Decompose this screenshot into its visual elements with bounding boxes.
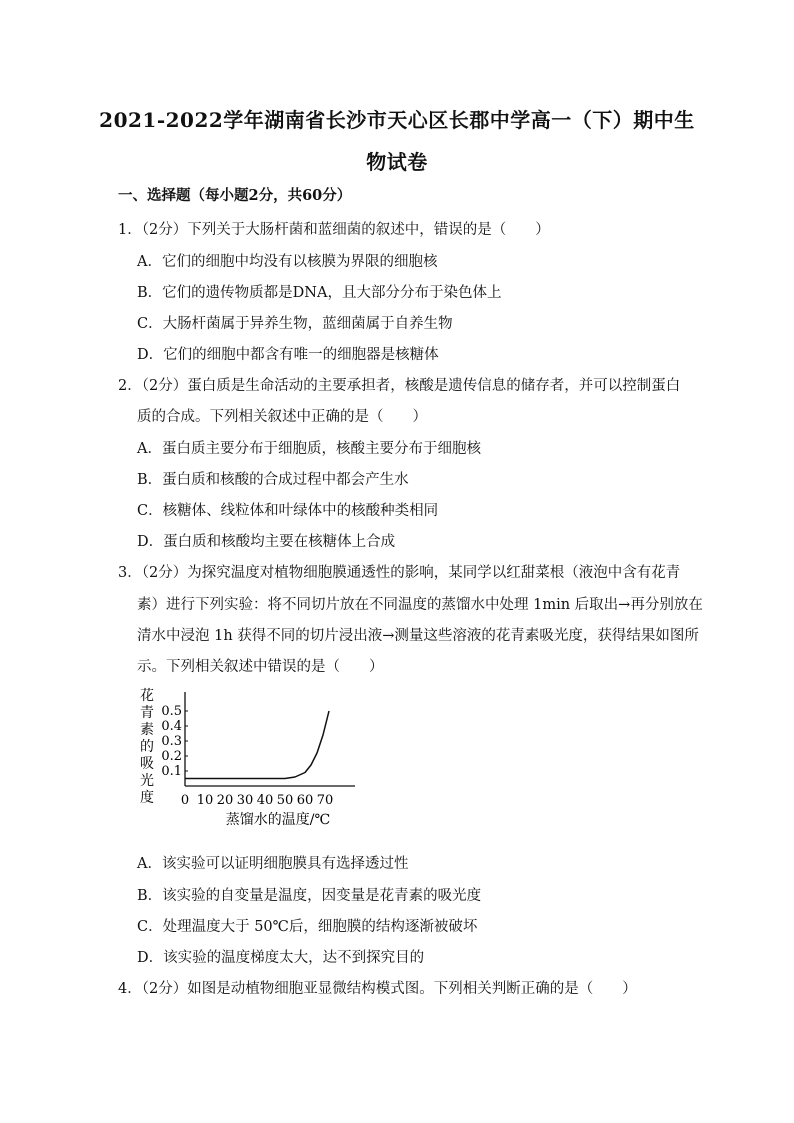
question-3-stem-line-1: 3．（2分）为探究温度对植物细胞膜通透性的影响，某同学以红甜菜根（液泡中含有花青 xyxy=(118,565,681,581)
y-tick-label: 0.5 xyxy=(161,704,182,719)
y-tick-label: 0.1 xyxy=(161,764,182,779)
x-tick-label: 60 xyxy=(296,793,314,808)
question-2-option-b: B．蛋白质和核酸的合成过程中都会产生水 xyxy=(137,472,409,488)
absorbance-curve xyxy=(185,711,329,779)
x-tick-label: 40 xyxy=(256,793,274,808)
y-tick-label: 0.3 xyxy=(161,734,182,749)
question-3-option-c: C．处理温度大于 50℃后，细胞膜的结构逐渐被破坏 xyxy=(137,919,478,935)
question-4-stem: 4．（2分）如图是动植物细胞亚显微结构模式图。下列相关判断正确的是（ ） xyxy=(118,981,637,997)
question-1-option-a: A．它们的细胞中均没有以核膜为界限的细胞核 xyxy=(137,254,438,270)
page-title-line-2: 物试卷 xyxy=(366,150,428,174)
question-1-option-b: B．它们的遗传物质都是DNA，且大部分分布于染色体上 xyxy=(137,285,502,301)
y-axis-label-char: 的 xyxy=(140,739,154,755)
y-tick-label: 0.2 xyxy=(161,749,182,764)
question-3-option-d: D．该实验的温度梯度太大，达不到探究目的 xyxy=(137,950,425,966)
question-2-option-c: C．核糖体、线粒体和叶绿体中的核酸种类相同 xyxy=(137,503,439,519)
y-axis-label-char: 光 xyxy=(140,773,154,789)
x-tick-label: 10 xyxy=(196,793,214,808)
question-1-option-d: D．它们的细胞中都含有唯一的细胞器是核糖体 xyxy=(137,347,439,363)
question-3-stem-line-3: 清水中浸泡 1h 获得不同的切片浸出液→测量这些溶液的花青素吸光度，获得结果如图所 xyxy=(137,628,699,644)
x-axis-label: 蒸馏水的温度/℃ xyxy=(225,812,331,828)
y-axis-label-char: 吸 xyxy=(140,756,154,772)
y-axis-label-char: 花 xyxy=(140,688,154,704)
y-tick-label: 0.4 xyxy=(161,719,182,734)
x-tick-label: 0 xyxy=(180,793,190,808)
question-3-option-a: A．该实验可以证明细胞膜具有选择透过性 xyxy=(137,856,409,872)
question-2-option-a: A．蛋白质主要分布于细胞质，核酸主要分布于细胞核 xyxy=(137,441,481,457)
question-1-option-c: C．大肠杆菌属于异养生物，蓝细菌属于自养生物 xyxy=(137,316,453,332)
question-3-option-b: B．该实验的自变量是温度，因变量是花青素的吸光度 xyxy=(137,888,482,904)
question-2-option-d: D．蛋白质和核酸均主要在核糖体上合成 xyxy=(137,534,396,550)
absorbance-chart xyxy=(130,684,370,834)
section-heading: 一、选择题（每小题2分，共60分） xyxy=(118,187,352,204)
y-axis-label-char: 度 xyxy=(140,790,154,806)
question-3-stem-line-2: 素）进行下列实验：将不同切片放在不同温度的蒸馏水中处理 1min 后取出→再分别放在 xyxy=(137,597,703,613)
x-tick-label: 50 xyxy=(276,793,294,808)
question-1-stem: 1．（2分）下列关于大肠杆菌和蓝细菌的叙述中，错误的是（ ） xyxy=(118,222,550,238)
question-2-stem-line-1: 2．（2分）蛋白质是生命活动的主要承担者，核酸是遗传信息的储存者，并可以控制蛋白 xyxy=(118,378,681,394)
y-axis-label-char: 素 xyxy=(140,722,154,738)
x-tick-label: 70 xyxy=(316,793,334,808)
x-tick-label: 30 xyxy=(236,793,254,808)
x-tick-label: 20 xyxy=(216,793,234,808)
question-3-stem-line-4: 示。下列相关叙述中错误的是（ ） xyxy=(137,659,384,675)
page-title-line-1: 2021-2022学年湖南省长沙市天心区长郡中学高一（下）期中生 xyxy=(99,108,695,132)
question-2-stem-line-2: 质的合成。下列相关叙述中正确的是（ ） xyxy=(137,409,427,425)
y-axis-label-char: 青 xyxy=(140,705,154,721)
